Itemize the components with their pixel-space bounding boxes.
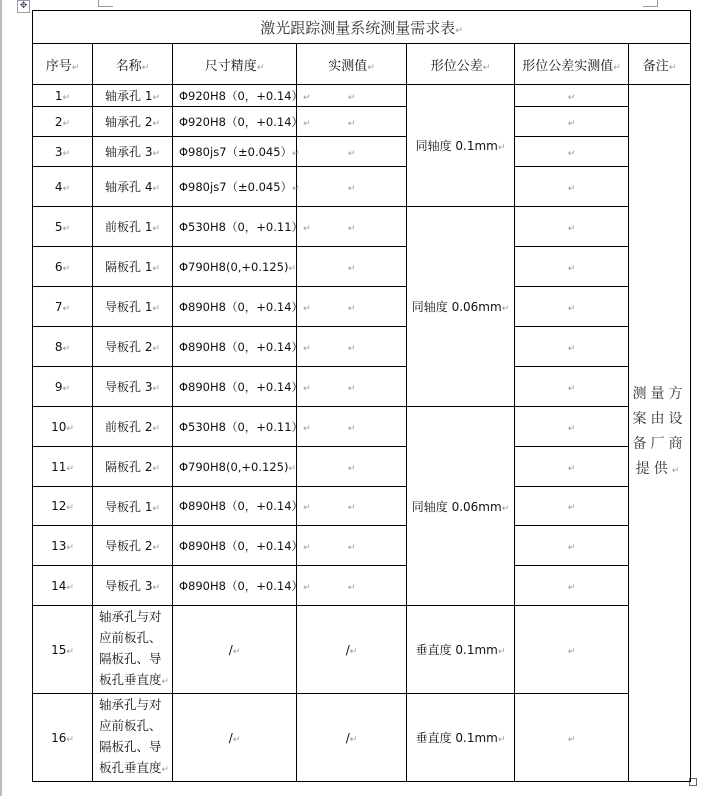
tolerance-measured-cell[interactable]: ↵ <box>515 207 629 247</box>
header-text: 实测值 <box>328 58 368 74</box>
item-name: 导板孔 1↵ <box>93 287 173 327</box>
row-number: 11↵ <box>33 447 93 487</box>
table-row <box>33 526 691 566</box>
tolerance-measured-cell[interactable]: ↵ <box>515 407 629 447</box>
row-number: 10↵ <box>33 407 93 447</box>
tolerance-measured-cell[interactable]: ↵ <box>515 137 629 167</box>
tolerance-measured-cell[interactable]: ↵ <box>515 247 629 287</box>
form-tolerance: 垂直度 0.1mm↵ <box>407 694 515 782</box>
item-name-text: 轴承孔与对应前板孔、隔板孔、导板孔垂直度 <box>99 697 162 775</box>
column-header: 名称↵ <box>93 44 173 85</box>
measured-value-cell[interactable]: ↵ <box>297 487 407 526</box>
item-name-text: 前板孔 2 <box>105 420 153 434</box>
size-precision: Φ890H8（0，+0.14）↵ <box>173 287 297 327</box>
size-precision-text: / <box>228 730 233 745</box>
item-name: 轴承孔与对应前板孔、隔板孔、导板孔垂直度↵ <box>93 694 173 782</box>
size-precision-text: Φ980js7（±0.045） <box>179 179 293 194</box>
row-number: 3↵ <box>33 137 93 167</box>
margin-corner <box>98 0 113 7</box>
measured-value-cell[interactable]: ↵ <box>297 287 407 327</box>
measured-value-cell-text: / <box>345 730 350 745</box>
size-precision: Φ530H8（0，+0.11）↵ <box>173 407 297 447</box>
size-precision-text: Φ890H8（0，+0.14） <box>179 538 304 553</box>
row-number-text: 12 <box>51 499 67 513</box>
size-precision: Φ890H8（0，+0.14）↵ <box>173 487 297 526</box>
measured-value-cell-text: / <box>345 642 350 657</box>
measured-value-cell[interactable]: ↵ <box>297 566 407 606</box>
size-precision-text: Φ890H8（0，+0.14） <box>179 379 304 394</box>
page-edge <box>0 0 2 796</box>
item-name-text: 导板孔 3 <box>105 380 153 394</box>
row-number: 14↵ <box>33 566 93 606</box>
title-text: 激光跟踪测量系统测量需求表 <box>260 18 456 37</box>
size-precision-text: Φ920H8（0，+0.14） <box>179 114 304 129</box>
table-row <box>33 287 691 327</box>
tolerance-measured-cell[interactable]: ↵ <box>515 327 629 367</box>
table-row <box>33 407 691 447</box>
table-row <box>33 447 691 487</box>
row-number: 7↵ <box>33 287 93 327</box>
table-row <box>33 107 691 137</box>
table-title: 激光跟踪测量系统测量需求表↵ <box>33 11 691 44</box>
table-row <box>33 247 691 287</box>
item-name-text: 轴承孔与对应前板孔、隔板孔、导板孔垂直度 <box>99 609 162 687</box>
row-number-text: 1 <box>54 88 63 103</box>
row-number-text: 4 <box>54 179 63 194</box>
size-precision-text: Φ530H8（0，+0.11） <box>179 219 304 234</box>
row-number-text: 5 <box>54 219 63 234</box>
measured-value-cell[interactable]: ↵ <box>297 107 407 137</box>
form-tolerance-text: 同轴度 0.06mm <box>411 499 502 514</box>
size-precision: Φ980js7（±0.045）↵ <box>173 137 297 167</box>
tolerance-measured-cell[interactable]: ↵ <box>515 107 629 137</box>
tolerance-measured-cell[interactable]: ↵ <box>515 606 629 694</box>
measured-value-cell[interactable]: ↵ <box>297 526 407 566</box>
size-precision: /↵ <box>173 694 297 782</box>
item-name: 导板孔 2↵ <box>93 526 173 566</box>
form-tolerance: 垂直度 0.1mm↵ <box>407 606 515 694</box>
measured-value-cell[interactable]: ↵ <box>297 447 407 487</box>
margin-corner <box>643 0 658 7</box>
row-number: 15↵ <box>33 606 93 694</box>
table-row <box>33 207 691 247</box>
tolerance-measured-cell[interactable]: ↵ <box>515 487 629 526</box>
row-number-text: 2 <box>54 114 63 129</box>
size-precision-text: Φ980js7（±0.045） <box>179 144 293 159</box>
item-name-text: 导板孔 1 <box>105 300 153 314</box>
row-number: 12↵ <box>33 487 93 526</box>
item-name-text: 轴承孔 3 <box>105 145 153 159</box>
row-number-text: 8 <box>54 339 63 354</box>
size-precision: Φ890H8（0，+0.14）↵ <box>173 566 297 606</box>
table-row <box>33 137 691 167</box>
table-row <box>33 367 691 407</box>
size-precision-text: Φ890H8（0，+0.14） <box>179 339 304 354</box>
form-tolerance: 同轴度 0.06mm↵ <box>407 207 515 407</box>
row-number-text: 9 <box>54 379 63 394</box>
header-text: 尺寸精度 <box>204 58 257 74</box>
item-name-text: 导板孔 2 <box>105 539 153 553</box>
header-text: 名称 <box>115 58 142 74</box>
item-name: 导板孔 2↵ <box>93 327 173 367</box>
item-name: 导板孔 3↵ <box>93 566 173 606</box>
column-header: 形位公差↵ <box>407 44 515 85</box>
item-name: 隔板孔 1↵ <box>93 247 173 287</box>
row-number: 8↵ <box>33 327 93 367</box>
item-name: 前板孔 1↵ <box>93 207 173 247</box>
item-name-text: 隔板孔 1 <box>105 260 153 274</box>
row-number: 9↵ <box>33 367 93 407</box>
column-header: 实测值↵ <box>297 44 407 85</box>
item-name-text: 前板孔 1 <box>105 220 153 234</box>
row-number: 4↵ <box>33 167 93 207</box>
tolerance-measured-cell[interactable]: ↵ <box>515 367 629 407</box>
measured-value-cell[interactable]: /↵ <box>297 694 407 782</box>
form-tolerance-text: 垂直度 0.1mm <box>415 731 498 745</box>
form-tolerance-text: 垂直度 0.1mm <box>415 643 498 657</box>
item-name-text: 轴承孔 1 <box>105 89 153 103</box>
item-name: 前板孔 2↵ <box>93 407 173 447</box>
tolerance-measured-cell[interactable]: ↵ <box>515 694 629 782</box>
row-number-text: 10 <box>51 419 67 434</box>
table-row <box>33 85 691 107</box>
size-precision-text: Φ790H8(0,+0.125) <box>179 259 289 274</box>
measured-value-cell[interactable]: ↵ <box>297 85 407 107</box>
table-row <box>33 694 691 782</box>
tolerance-measured-cell[interactable]: ↵ <box>515 566 629 606</box>
item-name: 轴承孔 3↵ <box>93 137 173 167</box>
item-name-text: 导板孔 1 <box>105 499 153 514</box>
row-number-text: 16 <box>51 730 67 745</box>
item-name: 隔板孔 2↵ <box>93 447 173 487</box>
tolerance-measured-cell[interactable]: ↵ <box>515 526 629 566</box>
row-number: 2↵ <box>33 107 93 137</box>
tolerance-measured-cell[interactable]: ↵ <box>515 447 629 487</box>
measured-value-cell[interactable]: ↵ <box>297 367 407 407</box>
column-header: 形位公差实测值↵ <box>515 44 629 85</box>
row-number-text: 11 <box>51 459 67 474</box>
item-name-text: 导板孔 2 <box>105 340 153 354</box>
item-name-text: 轴承孔 2 <box>105 115 153 129</box>
measured-value-cell[interactable]: ↵ <box>297 207 407 247</box>
item-name: 导板孔 3↵ <box>93 367 173 407</box>
size-precision-text: / <box>228 642 233 657</box>
size-precision: Φ920H8（0，+0.14）↵ <box>173 107 297 137</box>
measured-value-cell[interactable]: ↵ <box>297 407 407 447</box>
size-precision: /↵ <box>173 606 297 694</box>
header-text: 序号 <box>45 58 72 74</box>
item-name: 导板孔 1↵ <box>93 487 173 526</box>
table-row <box>33 487 691 526</box>
table-row <box>33 167 691 207</box>
row-number-text: 3 <box>54 144 63 159</box>
row-number-text: 15 <box>51 642 67 657</box>
tolerance-measured-cell[interactable]: ↵ <box>515 85 629 107</box>
size-precision: Φ790H8(0,+0.125)↵ <box>173 447 297 487</box>
remarks-text: 测量方案由设备厂商提供 <box>632 386 687 477</box>
size-precision-text: Φ920H8（0，+0.14） <box>179 88 304 103</box>
row-number: 6↵ <box>33 247 93 287</box>
row-number-text: 14 <box>51 578 67 593</box>
measurement-table <box>32 10 691 782</box>
size-precision: Φ890H8（0，+0.14）↵ <box>173 367 297 407</box>
row-number-text: 13 <box>51 538 67 553</box>
item-name-text: 轴承孔 4 <box>105 180 153 194</box>
form-tolerance-text: 同轴度 0.1mm <box>415 139 498 153</box>
tolerance-measured-cell[interactable]: ↵ <box>515 167 629 207</box>
form-tolerance-text: 同轴度 0.06mm <box>411 300 502 314</box>
item-name: 轴承孔与对应前板孔、隔板孔、导板孔垂直度↵ <box>93 606 173 694</box>
form-tolerance: 同轴度 0.06mm↵ <box>407 407 515 606</box>
column-header: 序号↵ <box>33 44 93 85</box>
row-number: 5↵ <box>33 207 93 247</box>
size-precision-text: Φ890H8（0，+0.14） <box>179 578 304 593</box>
column-header: 备注↵ <box>629 44 691 85</box>
header-text: 形位公差 <box>430 58 483 74</box>
measured-value-cell[interactable]: /↵ <box>297 606 407 694</box>
measured-value-cell[interactable]: ↵ <box>297 327 407 367</box>
form-tolerance: 同轴度 0.1mm↵ <box>407 85 515 207</box>
size-precision: Φ920H8（0，+0.14）↵ <box>173 85 297 107</box>
header-text: 形位公差实测值 <box>522 58 614 74</box>
item-name: 轴承孔 2↵ <box>93 107 173 137</box>
header-text: 备注 <box>642 58 669 74</box>
table-row <box>33 606 691 694</box>
remarks: 测量方案由设备厂商提供↵ <box>629 85 691 782</box>
table-move-handle-icon[interactable]: ✥ <box>17 0 30 13</box>
measured-value-cell[interactable]: ↵ <box>297 167 407 207</box>
row-number-text: 7 <box>54 299 63 314</box>
item-name-text: 隔板孔 2 <box>105 460 153 474</box>
size-precision-text: Φ530H8（0，+0.11） <box>179 419 304 434</box>
size-precision: Φ890H8（0，+0.14）↵ <box>173 526 297 566</box>
tolerance-measured-cell[interactable]: ↵ <box>515 287 629 327</box>
table-row <box>33 327 691 367</box>
table-row <box>33 566 691 606</box>
item-name: 轴承孔 1↵ <box>93 85 173 107</box>
row-number: 1↵ <box>33 85 93 107</box>
size-precision: Φ790H8(0,+0.125)↵ <box>173 247 297 287</box>
row-number: 16↵ <box>33 694 93 782</box>
item-name: 轴承孔 4↵ <box>93 167 173 207</box>
size-precision: Φ530H8（0，+0.11）↵ <box>173 207 297 247</box>
size-precision-text: Φ890H8（0，+0.14） <box>179 499 304 513</box>
size-precision: Φ890H8（0，+0.14）↵ <box>173 327 297 367</box>
measured-value-cell[interactable]: ↵ <box>297 137 407 167</box>
row-number: 13↵ <box>33 526 93 566</box>
size-precision-text: Φ790H8(0,+0.125) <box>179 459 289 474</box>
column-header: 尺寸精度↵ <box>173 44 297 85</box>
row-number-text: 6 <box>54 259 63 274</box>
size-precision-text: Φ890H8（0，+0.14） <box>179 299 304 314</box>
measured-value-cell[interactable]: ↵ <box>297 247 407 287</box>
item-name-text: 导板孔 3 <box>105 579 153 593</box>
size-precision: Φ980js7（±0.045）↵ <box>173 167 297 207</box>
